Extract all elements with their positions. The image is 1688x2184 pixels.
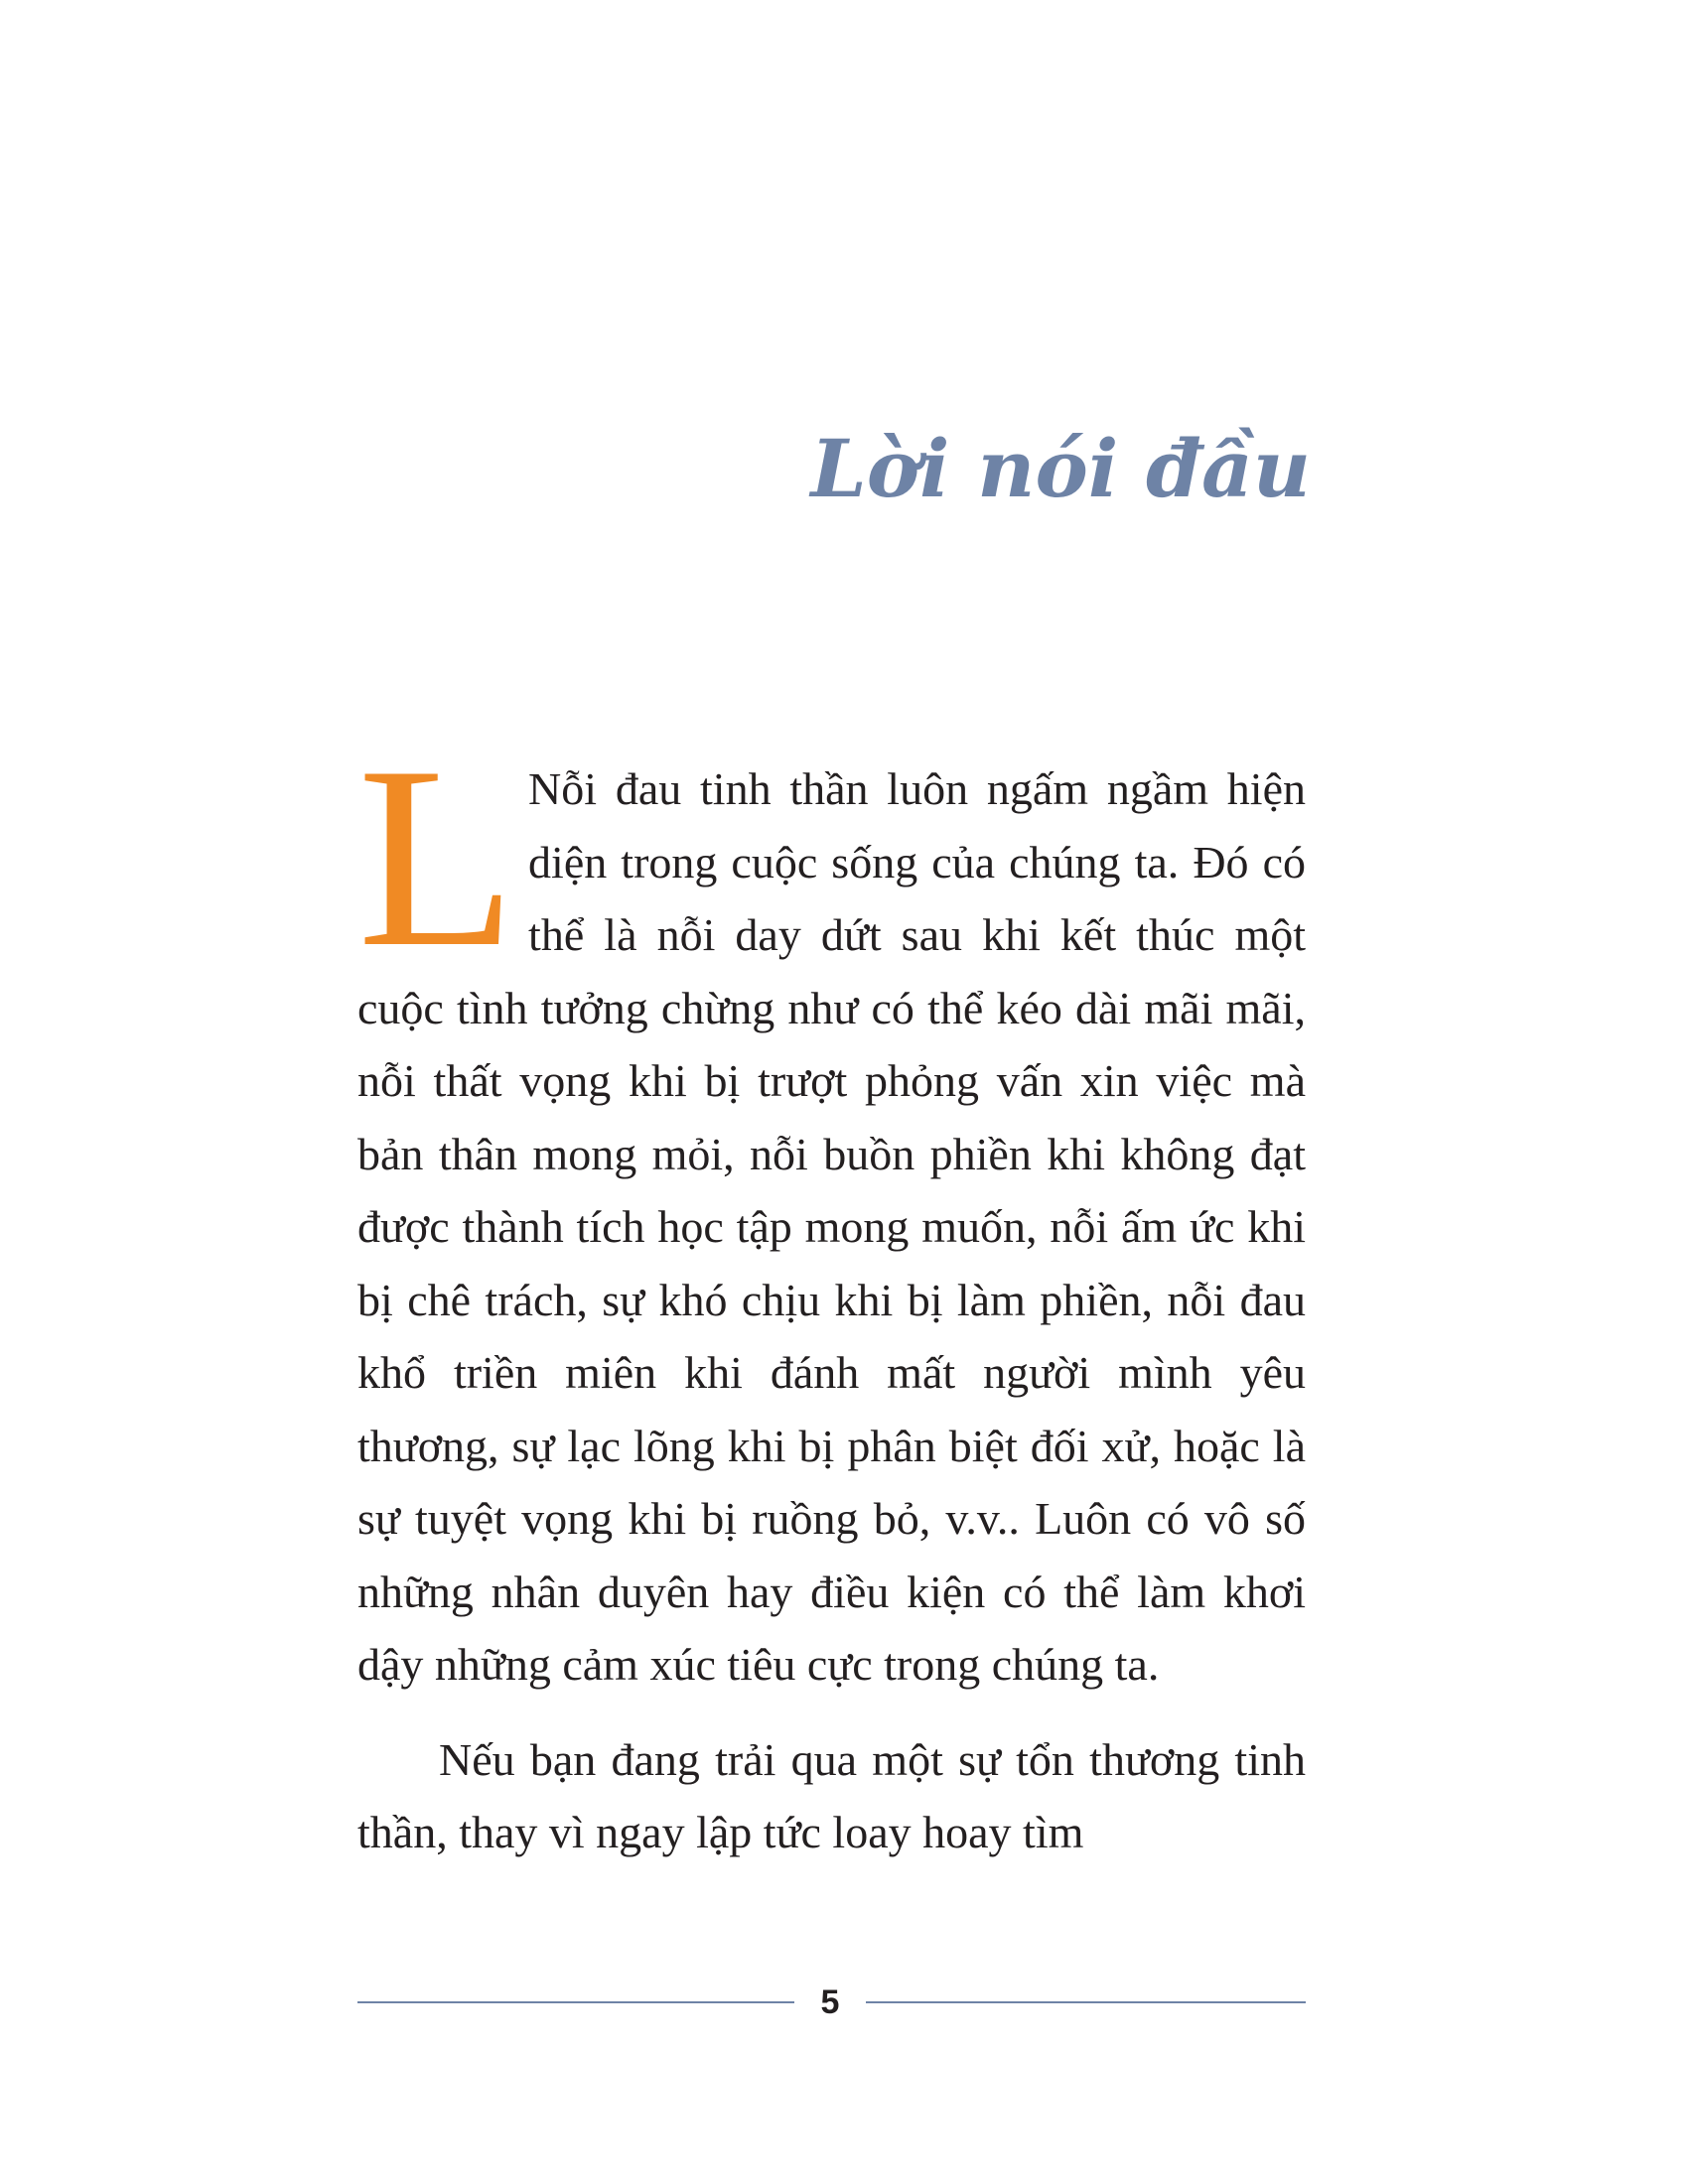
drop-cap: L bbox=[357, 713, 517, 1001]
body-text bbox=[357, 713, 1306, 1869]
page-footer bbox=[357, 1978, 1306, 2027]
footer-rule-left bbox=[357, 2001, 794, 2003]
paragraph-1: Nỗi đau tinh thần luôn ngấm ngầm hiện diện trong cuộc sống của chúng ta. Đó có thể là nỗi day dứt sau khi kết thúc một cuộc tình tưởng chừng như có thể kéo dài mãi mãi, nỗi thất vọng khi bị trượt phỏng vấn xin việc mà bản thân mong mỏi, nỗi buồn phiền khi không đạt được thành tích học tập mong muốn, nỗi ấm ức khi bị chê trách, sự khó chịu khi bị làm phiền, nỗi đau khổ triền miên khi đánh mất người mình yêu thương, sự lạc lõng khi bị phân biệt đối xử, hoặc là sự tuyệt vọng khi bị ruồng bỏ, v.v.. Luôn có vô số những nhân duyên hay điều kiện có thể làm khơi dậy những cảm xúc tiêu cực trong chúng ta. bbox=[357, 763, 1306, 1690]
page-number: 5 bbox=[820, 1983, 840, 2021]
paragraph-2: Nếu bạn đang trải qua một sự tổn thương tinh thần, thay vì ngay lập tức loay hoay tìm bbox=[357, 1733, 1306, 1857]
footer-rule-right bbox=[866, 2001, 1306, 2003]
chapter-title: Lời nói đầu bbox=[810, 422, 1311, 515]
